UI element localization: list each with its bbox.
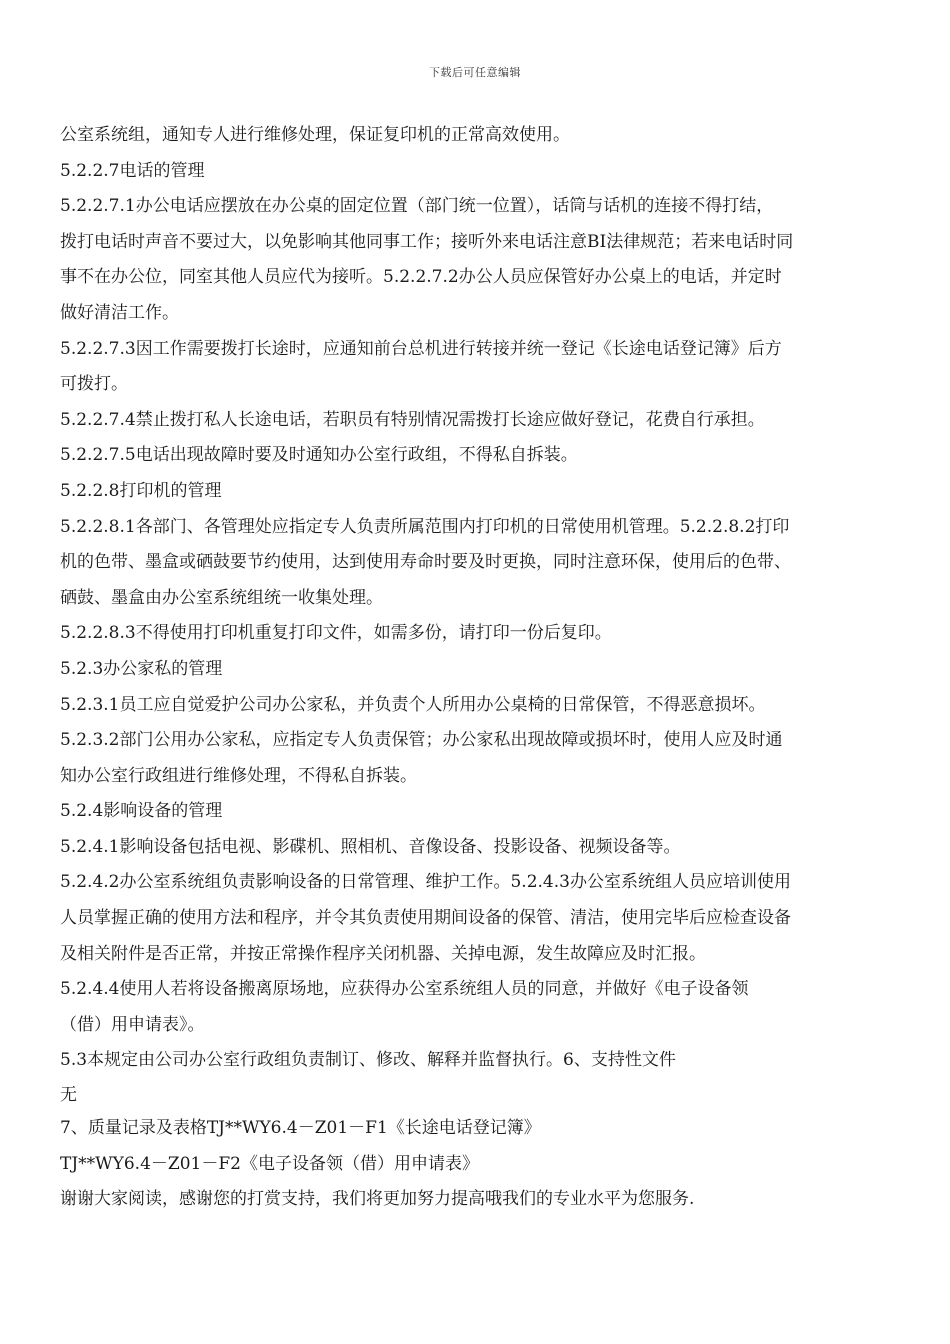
text-line: 5.2.4.4使用人若将设备搬离原场地，应获得办公室系统组人员的同意，并做好《电子设备领 <box>60 979 749 1000</box>
text-line: 5.2.4.2办公室系统组负责影响设备的日常管理、维护工作。5.2.4.3办公室系统组人员应培训使用 <box>60 872 791 893</box>
text-line: 5.2.4.1影响设备包括电视、影碟机、照相机、音像设备、投影设备、视频设备等。 <box>60 836 681 857</box>
text-line: 及相关附件是否正常，并按正常操作程序关闭机器、关掉电源，发生故障应及时汇报。 <box>60 943 706 964</box>
text-line: 无 <box>60 1085 77 1106</box>
text-line: 7、质量记录及表格TJ**WY6.4－Z01－F1《长途电话登记簿》 <box>60 1118 541 1139</box>
text-line: 5.2.2.7.1办公电话应摆放在办公桌的固定位置（部门统一位置），话筒与话机的连接不得打结， <box>60 196 774 217</box>
text-line: 机的色带、墨盒或硒鼓要节约使用，达到使用寿命时要及时更换，同时注意环保，使用后的色带、 <box>60 552 791 573</box>
section-heading: 5.2.4影响设备的管理 <box>60 801 223 822</box>
text-line: 做好清洁工作。 <box>60 302 179 323</box>
section-heading: 5.2.2.7电话的管理 <box>60 160 205 181</box>
text-line: 5.2.3.1员工应自觉爱护公司办公家私，并负责个人所用办公桌椅的日常保管，不得恶意损坏。 <box>60 694 766 715</box>
section-heading: 5.2.2.8打印机的管理 <box>60 480 222 501</box>
text-line: 5.2.2.7.5电话出现故障时要及时通知办公室行政组，不得私自拆装。 <box>60 445 578 466</box>
text-line: 拨打电话时声音不要过大，以免影响其他同事工作；接听外来电话注意BI法律规范；若来电话时同 <box>60 231 794 252</box>
text-line: （借）用申请表》。 <box>60 1014 205 1035</box>
text-line: 可拨打。 <box>60 374 128 395</box>
page-header-note: 下载后可任意编辑 <box>429 66 521 79</box>
closing-note: 谢谢大家阅读，感谢您的打赏支持，我们将更加努力提高哦我们的专业水平为您服务. <box>60 1189 695 1210</box>
section-heading: 5.2.3办公家私的管理 <box>60 658 223 679</box>
text-line: 知办公室行政组进行维修处理，不得私自拆装。 <box>60 765 417 786</box>
text-line: 人员掌握正确的使用方法和程序，并令其负责使用期间设备的保管、清洁，使用完毕后应检查设备 <box>60 908 791 929</box>
text-line: 5.2.2.8.1各部门、各管理处应指定专人负责所属范围内打印机的日常使用机管理。5.2.2.8.2打印 <box>60 516 790 537</box>
text-line: TJ**WY6.4－Z01－F2《电子设备领（借）用申请表》 <box>60 1153 479 1174</box>
text-line: 5.2.2.7.4禁止拨打私人长途电话，若职员有特别情况需拨打长途应做好登记，花费自行承担。 <box>60 409 765 430</box>
text-line: 公室系统组，通知专人进行维修处理，保证复印机的正常高效使用。 <box>60 125 570 145</box>
text-line: 事不在办公位，同室其他人员应代为接听。5.2.2.7.2办公人员应保管好办公桌上的电话，并定时 <box>60 267 782 288</box>
text-line: 5.2.3.2部门公用办公家私，应指定专人负责保管；办公家私出现故障或损坏时，使用人应及时通 <box>60 730 783 751</box>
text-line: 5.2.2.7.3因工作需要拨打长途时，应通知前台总机进行转接并统一登记《长途电话登记簿》后方 <box>60 338 782 359</box>
text-line: 5.3本规定由公司办公室行政组负责制订、修改、解释并监督执行。6、支持性文件 <box>60 1050 676 1071</box>
document-body <box>60 118 890 1218</box>
text-line: 硒鼓、墨盒由办公室系统组统一收集处理。 <box>60 587 383 608</box>
text-line: 5.2.2.8.3不得使用打印机重复打印文件，如需多份，请打印一份后复印。 <box>60 623 612 644</box>
